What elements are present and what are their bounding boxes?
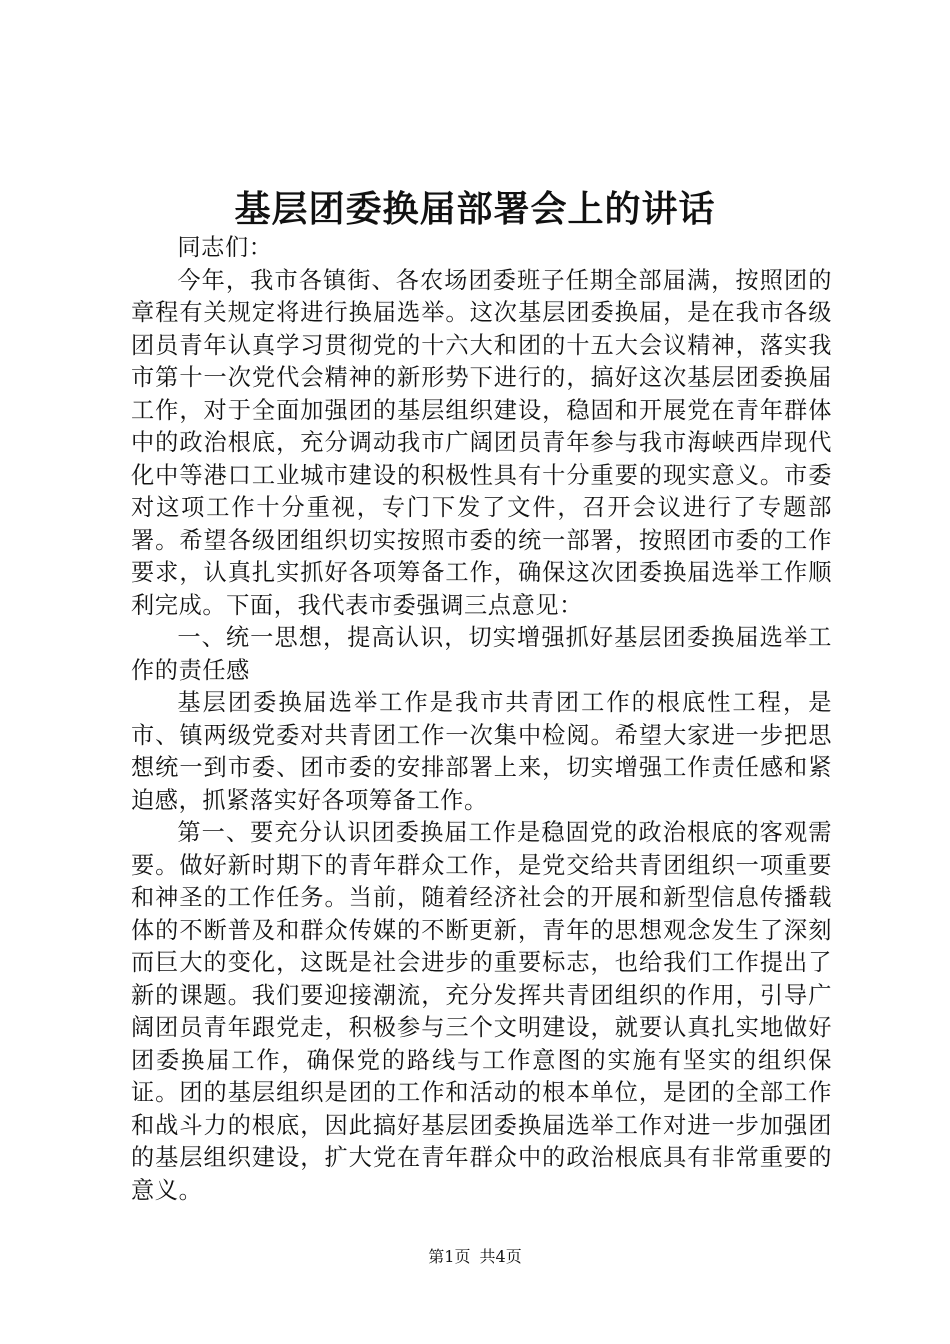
salutation: 同志们： <box>177 234 273 261</box>
page-number: 第1页 <box>428 1247 471 1266</box>
document-body <box>131 232 832 1207</box>
document-title: 基层团委换届部署会上的讲话 <box>234 188 716 230</box>
page-footer <box>0 1244 950 1267</box>
paragraph-section-1: 基层团委换届选举工作是我市共青团工作的根底性工程，是市、镇两级党委对共青团工作一次集中检阅。希望大家进一步把思想统一到市委、团市委的安排部署上来，切实增强工作责任感和紧迫感，抓紧落实好各项筹备工作。 <box>131 689 832 814</box>
page-total: 共4页 <box>479 1247 522 1266</box>
paragraph-point-1: 第一、要充分认识团委换届工作是稳固党的政治根底的客观需要。做好新时期下的青年群众工作，是党交给共青团组织一项重要和神圣的工作任务。当前，随着经济社会的开展和新型信息传播载体的不断普及和群众传媒的不断更新，青年的思想观念发生了深刻而巨大的变化，这既是社会进步的重要标志，也给我们工作提出了新的课题。我们要迎接潮流，充分发挥共青团组织的作用，引导广阔团员青年跟党走，积极参与三个文明建设，就要认真扎实地做好团委换届工作，确保党的路线与工作意图的实施有坚实的组织保证。团的基层组织是团的工作和活动的根本单位，是团的全部工作和战斗力的根底，因此搞好基层团委换届选举工作对进一步加强团的基层组织建设，扩大党在青年群众中的政治根底具有非常重要的意义。 <box>131 819 832 1204</box>
paragraph-intro: 今年，我市各镇街、各农场团委班子任期全部届满，按照团的章程有关规定将进行换届选举。这次基层团委换届，是在我市各级团员青年认真学习贯彻党的十六大和团的十五大会议精神，落实我市第十一次党代会精神的新形势下进行的，搞好这次基层团委换届工作，对于全面加强团的基层组织建设，稳固和开展党在青年群体中的政治根底，充分调动我市广阔团员青年参与我市海峡西岸现代化中等港口工业城市建设的积极性具有十分重要的现实意义。市委对这项工作十分重视，专门下发了文件，召开会议进行了专题部署。希望各级团组织切实按照市委的统一部署，按照团市委的工作要求，认真扎实抓好各项筹备工作，确保这次团委换届选举工作顺利完成。下面，我代表市委强调三点意见： <box>131 266 832 619</box>
section-heading-1: 一、统一思想，提高认识，切实增强抓好基层团委换届选举工作的责任感 <box>131 624 832 684</box>
